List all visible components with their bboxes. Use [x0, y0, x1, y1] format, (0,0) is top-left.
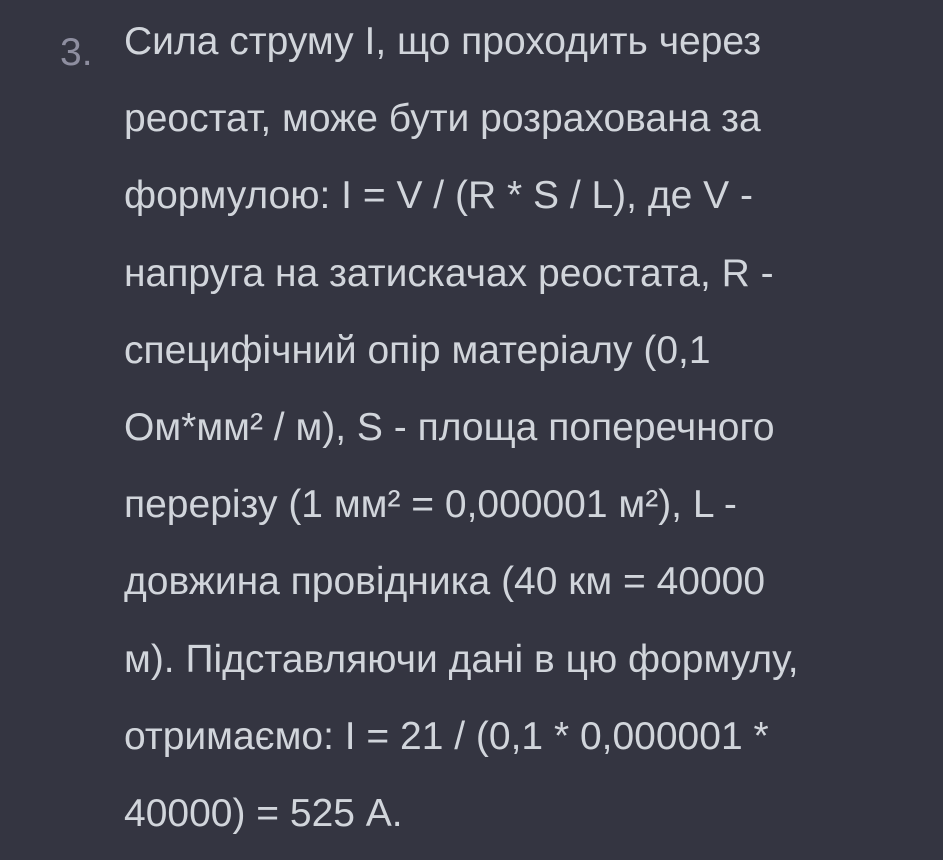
text-line: специфічний опір матеріалу (0,1: [124, 328, 711, 372]
text-line: 40000) = 525 А.: [124, 792, 403, 836]
list-item-number: 3.: [60, 31, 93, 74]
text-line: Сила струму І, що проходить через: [124, 20, 762, 63]
text-line: перерізу (1 мм² = 0,000001 м²), L -: [124, 483, 737, 527]
text-line: довжина провідника (40 км = 40000: [124, 560, 766, 604]
text-line: м). Підставляючи дані в цю формулу,: [124, 637, 799, 681]
list-item-text: [124, 3, 924, 852]
text-line: Ом*мм² / м), S - площа поперечного: [124, 406, 775, 450]
text-line: напруга на затискачах реостата, R -: [124, 251, 774, 295]
text-line: формулою: I = V / (R * S / L), де V -: [124, 174, 753, 218]
text-line: реостат, може бути розрахована за: [124, 97, 761, 141]
text-line: отримаємо: I = 21 / (0,1 * 0,000001 *: [124, 714, 769, 758]
